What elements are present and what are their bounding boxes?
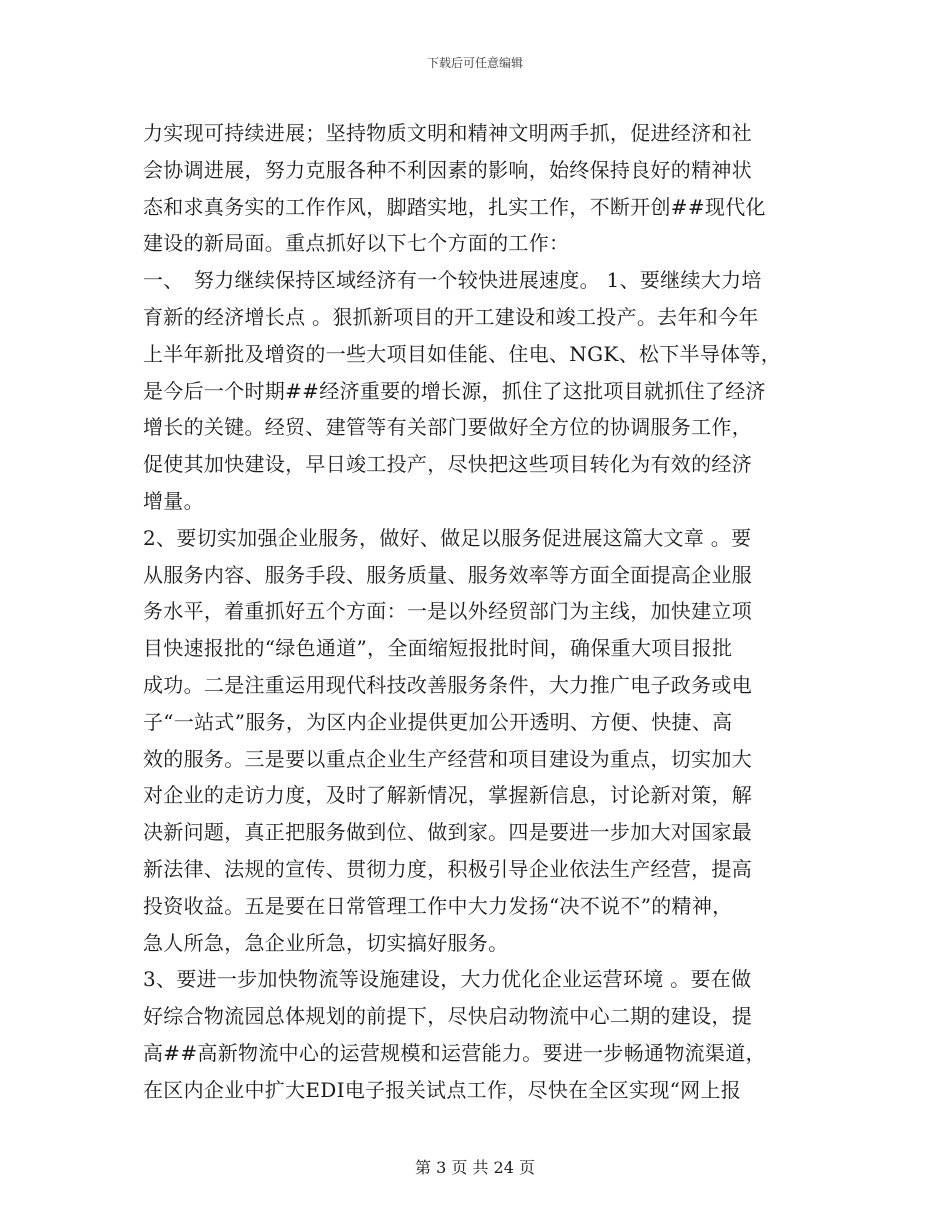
page-footer: 第 3 页 共 24 页 [415,1158,535,1177]
text-line: 促使其加快建设，早日竣工投产，尽快把这些项目转化为有效的经济 [143,452,752,477]
text-line: 在区内企业中扩大EDI电子报关试点工作，尽快在全区实现“网上报 [143,1077,742,1102]
text-line: 急人所急，急企业所急，切实搞好服务。 [143,930,509,955]
text-line: 目快速报批的“绿色通道”，全面缩短报批时间，确保重大项目报批 [143,636,733,661]
text-line: 效的服务。三是要以重点企业生产经营和项目建设为重点，切实加大 [143,746,752,771]
text-line: 一、 努力继续保持区域经济有一个较快进展速度。 1、要继续大力培 [143,268,762,293]
text-line: 投资收益。五是要在日常管理工作中大力发扬“决不说不”的精神， [143,893,733,918]
text-line: 好综合物流园总体规划的前提下，尽快启动物流中心二期的建设，提 [143,1004,752,1029]
text-line: 成功。二是注重运用现代科技改善服务条件，大力推广电子政务或电 [143,672,752,697]
text-line: 会协调进展，努力克服各种不利因素的影响，始终保持良好的精神状 [143,157,752,182]
text-line: 力实现可持续进展；坚持物质文明和精神文明两手抓，促进经济和社 [143,121,752,145]
text-line: 务水平，着重抓好五个方面：一是以外经贸部门为主线，加快建立项 [143,599,752,624]
text-line: 对企业的走访力度，及时了解新情况，掌握新信息，讨论新对策，解 [143,783,752,808]
text-line: 建设的新局面。重点抓好以下七个方面的工作： [143,231,570,256]
text-line: 决新问题，真正把服务做到位、做到家。四是要进一步加大对国家最 [143,820,752,845]
body-text [143,115,808,1109]
page-header: 下载后可任意编辑 [426,56,523,70]
text-line: 上半年新批及增资的一些大项目如佳能、住电、NGK、松下半导体等， [143,341,782,366]
text-line: 3、要进一步加快物流等设施建设，大力优化企业运营环境 。要在做 [143,967,752,992]
text-line: 态和求真务实的工作作风，脚踏实地，扎实工作，不断开创##现代化 [143,194,766,219]
text-line: 从服务内容、服务手段、服务质量、服务效率等方面全面提高企业服 [143,562,752,587]
text-line: 子“一站式”服务，为区内企业提供更加公开透明、方便、快捷、高 [143,709,733,734]
text-line: 增量。 [143,488,204,513]
text-line: 新法律、法规的宣传、贯彻力度，积极引导企业依法生产经营，提高 [143,856,752,881]
text-line: 2、要切实加强企业服务，做好、做足以服务促进展这篇大文章 。要 [143,525,752,550]
text-line: 高##高新物流中心的运营规模和运营能力。要进一步畅通物流渠道， [143,1040,766,1065]
text-line: 是今后一个时期##经济重要的增长源，抓住了这批项目就抓住了经济 [143,378,766,403]
text-line: 育新的经济增长点 。狠抓新项目的开工建设和竣工投产。去年和今年 [143,304,759,329]
text-line: 增长的关键。经贸、建管等有关部门要做好全方位的协调服务工作， [143,415,752,440]
